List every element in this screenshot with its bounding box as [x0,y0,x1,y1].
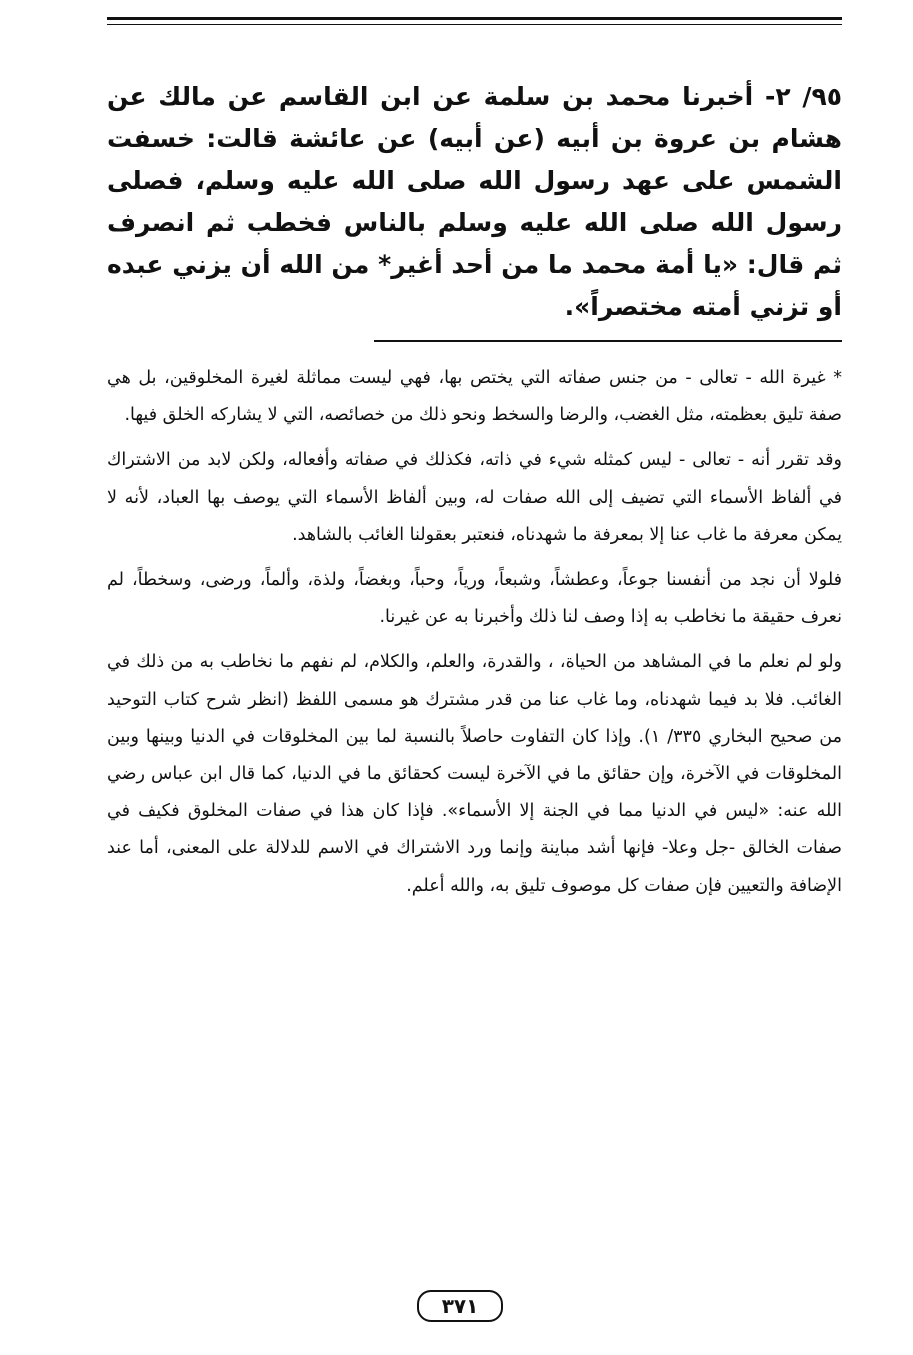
hadith-text [107,76,842,328]
hadith-paragraph: ٩٥/ ٢- أخبرنا محمد بن سلمة عن ابن القاسم عن مالك عن هشام بن عروة بن أبيه (عن أبيه) عن عائشة قالت: خسفت الشمس على عهد رسول الله صلى الله عليه وسلم، فصلى رسول الله صلى الله عليه وسلم بالناس فخطب ثم انصرف ثم قال: «يا أمة محمد ما من أحد أغير* من الله أن يزني عبده أو تزني أمته مختصراً». [107,82,843,321]
footnotes [107,360,842,913]
footnote-separator [374,340,842,342]
footnote-paragraph-4: ولو لم نعلم ما في المشاهد من الحياة، ، والقدرة، والعلم، والكلام، لم نفهم ما نخاطب به من ذلك في الغائب. فلا بد فيما شهدناه، وما غاب عنا من قدر مشترك هو مسمى اللفظ (انظر شرح كتاب التوحيد من صحيح البخاري ٣٣٥/ ١). وإذا كان التفاوت حاصلاً بالنسبة لما بين المخلوقات في الدنيا وبينها وبين المخلوقات في الآخرة، وإن حقائق ما في الآخرة ليست كحقائق ما في الدنيا، كما قال ابن عباس رضي الله عنه: «ليس في الدنيا مما في الجنة إلا الأسماء». فإذا كان هذا في صفات المخلوق فكيف في صفات الخالق -جل وعلا- فإنها أشد مباينة وإنما ورد الاشتراك في الاسم للدلالة على المعنى، أما عند الإضافة والتعيين فإن صفات كل موصوف تليق به، والله أعلم. [107,652,842,896]
footnote-paragraph-3: فلولا أن نجد من أنفسنا جوعاً، وعطشاً، وشبعاً، ورياً، وحباً، وبغضاً، ولذة، وألماً، ورضى، وسخطاً، لم نعرف حقيقة ما نخاطب به إذا وصف لنا ذلك وأخبرنا به عن غيرنا. [107,570,842,628]
page-number: ٣٧١ [417,1290,503,1322]
header-rule-thick [107,17,842,20]
footnote-paragraph-2: وقد تقرر أنه - تعالى - ليس كمثله شيء في ذاته، فكذلك في صفاته وأفعاله، ولكن لابد من الاشتراك في ألفاظ الأسماء التي تضيف إلى الله صفات له، وبين ألفاظ الأسماء التي يوصف بها العباد، لأنه لا يمكن معرفة ما غاب عنا إلا بمعرفة ما شهدناه، فنعتبر بعقولنا الغائب بالشاهد. [107,450,842,545]
footnote-paragraph-1: * غيرة الله - تعالى - من جنس صفاته التي يختص بها، فهي ليست مماثلة لغيرة المخلوقين، بل هي صفة تليق بعظمته، مثل الغضب، والرضا والسخط ونحو ذلك من خصائصه، التي لا يشاركه الخلق فيها. [107,368,842,426]
header-rule-thin [107,24,842,25]
